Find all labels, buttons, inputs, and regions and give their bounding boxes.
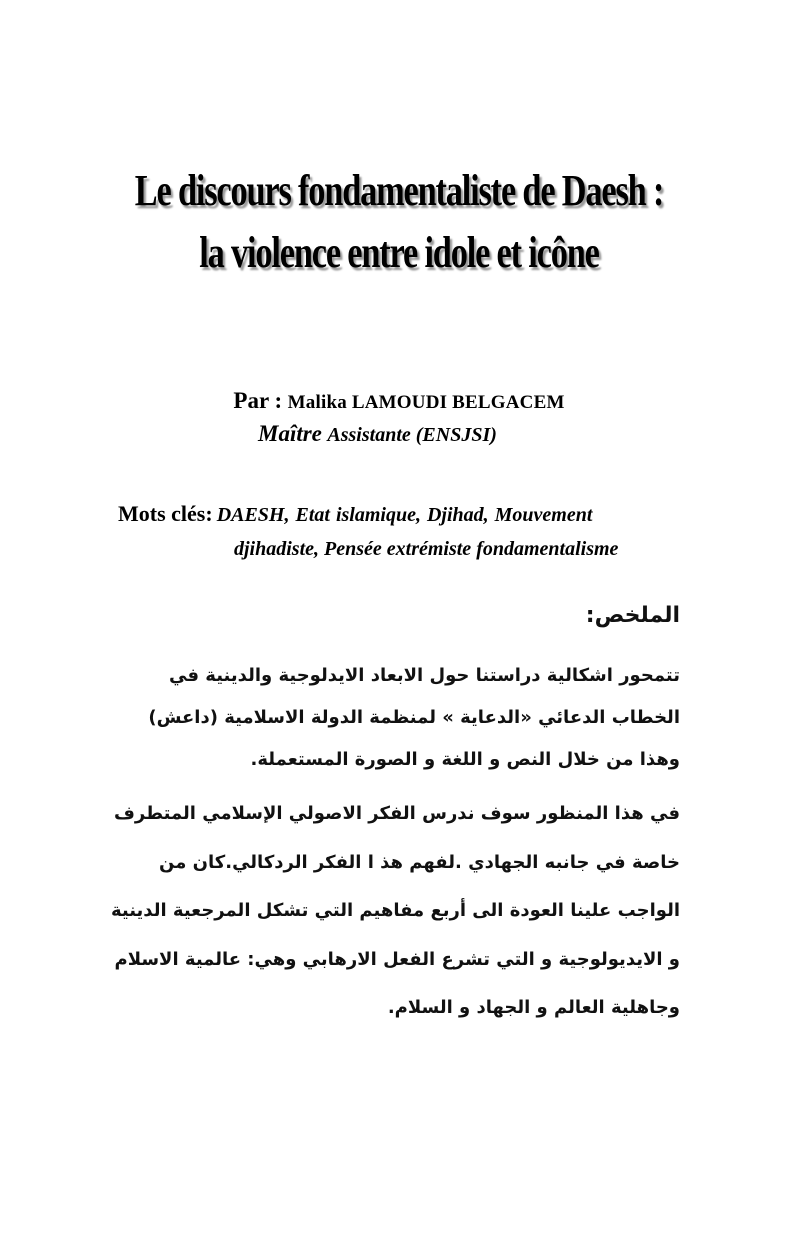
abstract-p1-line: تتمحور اشكالية دراستنا حول الابعاد الايدلوجية والدينية في — [169, 665, 680, 686]
author-role — [258, 418, 497, 451]
abstract-p2-line: و الايديولوجية و التي تشرع الفعل الارهابي وهي: عالمية الاسلام — [114, 948, 680, 970]
abstract-p2-line: في هذا المنظور سوف ندرس الفكر الاصولي الإسلامي المتطرف — [113, 803, 680, 824]
title-line-2: la violence entre idole et icône — [199, 228, 599, 277]
abstract-p1-line: وهذا من خلال النص و اللغة و الصورة المستعملة. — [250, 749, 680, 770]
abstract-p2-line: الواجب علينا العودة الى أربع مفاهيم التي تشكل المرجعية الدينية — [110, 900, 680, 921]
by-label: Par : — [233, 388, 283, 413]
author-name: Malika LAMOUDI BELGACEM — [287, 392, 565, 413]
role-title: Maître — [258, 421, 322, 446]
byline — [0, 386, 798, 418]
role-affiliation: Assistante (ENSJSI) — [327, 424, 497, 446]
title-line-1: Le discours fondamentaliste de Daesh : — [134, 166, 664, 215]
abstract-p1-line: الخطاب الدعائي «الدعاية » لمنظمة الدولة الاسلامية (داعش) — [148, 707, 680, 728]
keywords-block — [118, 498, 683, 565]
abstract-p2-line: وجاهلية العالم و الجهاد و السلام. — [387, 997, 680, 1018]
abstract-heading: الملخص: — [585, 603, 680, 628]
keywords-label: Mots clés: — [118, 501, 213, 526]
keywords-line-2: djihadiste, Pensée extrémiste fondamentalisme — [234, 538, 619, 560]
keywords-line-1: DAESH, Etat islamique, Djihad, Mouvement — [216, 504, 593, 526]
abstract-paragraph-2 — [100, 790, 680, 1033]
abstract-paragraph-1 — [100, 655, 680, 781]
abstract-p2-line: خاصة في جانبه الجهادي .لفهم هذ ا الفكر الردكالي.كان من — [159, 851, 680, 873]
